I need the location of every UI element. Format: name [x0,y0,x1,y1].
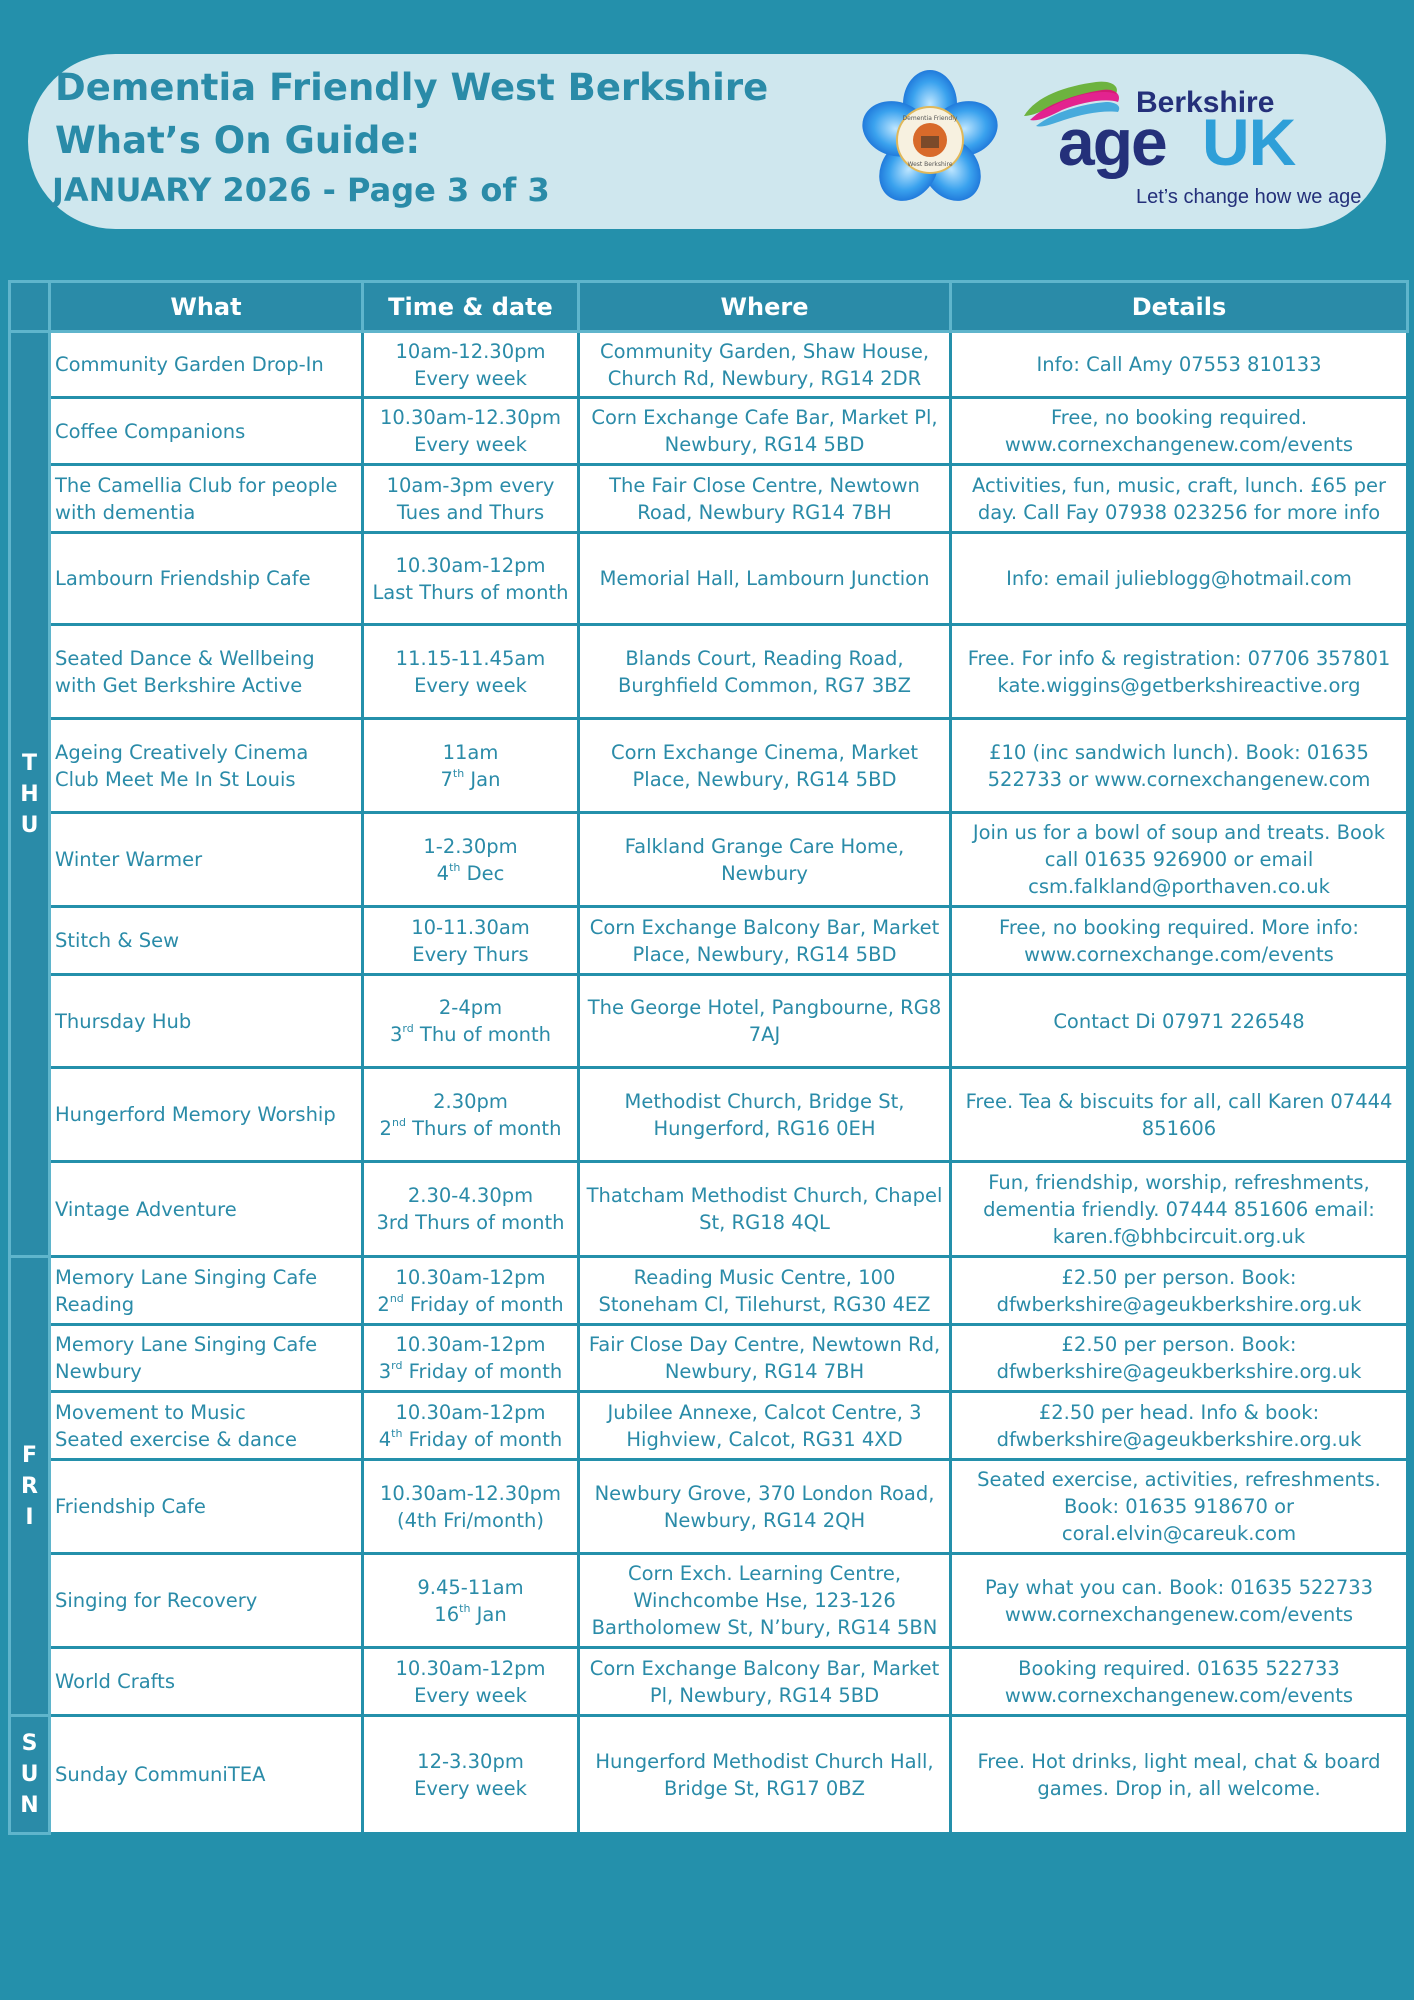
page-month: JANUARY 2026 - Page 3 of 3 [52,171,550,209]
event-name: The Camellia Club for people with dementia [50,465,363,533]
event-name: Singing for Recovery [50,1554,363,1648]
table-row [10,625,1408,719]
event-details: Join us for a bowl of soup and treats. Book call 01635 926900 or email csm.falkland@porthaven.co.uk [951,813,1408,907]
event-details: £2.50 per person. Book: dfwberkshire@ageukberkshire.org.uk [951,1257,1408,1325]
event-where: Corn Exch. Learning Centre, Winchcombe Hse, 123-126 Bartholomew St, N’bury, RG14 5BN [579,1554,951,1648]
event-name: Seated Dance & Wellbeing with Get Berkshire Active [50,625,363,719]
event-time: 10.30am-12pm Every week [363,1648,579,1716]
table-row [10,533,1408,625]
event-time: 2.30pm 2nd Thurs of month [363,1068,579,1162]
table-row [10,398,1408,465]
event-details: Free. Tea & biscuits for all, call Karen 07444 851606 [951,1068,1408,1162]
dementia-friendly-flower-logo [860,68,1000,208]
event-time: 10.30am-12pm 2nd Friday of month [363,1257,579,1325]
event-name: Thursday Hub [50,975,363,1068]
event-time: 11.15-11.45am Every week [363,625,579,719]
table-row [10,1325,1408,1392]
event-details: Contact Di 07971 226548 [951,975,1408,1068]
event-details: Pay what you can. Book: 01635 522733 www.cornexchangenew.com/events [951,1554,1408,1648]
event-where: Jubilee Annexe, Calcot Centre, 3 Highview, Calcot, RG31 4XD [579,1392,951,1460]
event-time: 10.30am-12.30pm (4th Fri/month) [363,1460,579,1554]
event-where: Memorial Hall, Lambourn Junction [579,533,951,625]
age-uk-uk-text: UK [1202,105,1296,179]
event-details: £10 (inc sandwich lunch). Book: 01635 522733 or www.cornexchangenew.com [951,719,1408,813]
event-name: Ageing Creatively Cinema Club Meet Me In St Louis [50,719,363,813]
page-header [28,54,1386,229]
event-time: 9.45-11am 16th Jan [363,1554,579,1648]
event-details: Booking required. 01635 522733 www.cornexchangenew.com/events [951,1648,1408,1716]
event-time: 2-4pm 3rd Thu of month [363,975,579,1068]
event-where: Reading Music Centre, 100 Stoneham Cl, Tilehurst, RG30 4EZ [579,1257,951,1325]
event-time: 10am-12.30pm Every week [363,332,579,398]
page-title: Dementia Friendly West Berkshire [55,66,769,109]
event-where: The George Hotel, Pangbourne, RG8 7AJ [579,975,951,1068]
table-row [10,1392,1408,1460]
event-name: Sunday CommuniTEA [50,1716,363,1834]
event-where: Corn Exchange Balcony Bar, Market Place, Newbury, RG14 5BD [579,907,951,975]
event-details: £2.50 per head. Info & book: dfwberkshire@ageukberkshire.org.uk [951,1392,1408,1460]
dfwb-text-bottom: West Berkshire [907,161,953,168]
event-time: 10.30am-12pm 4th Friday of month [363,1392,579,1460]
event-time: 10.30am-12.30pm Every week [363,398,579,465]
event-details: £2.50 per person. Book: dfwberkshire@ageukberkshire.org.uk [951,1325,1408,1392]
day-label-thu: T H U [10,332,50,1257]
table-header-row [10,282,1408,332]
table-row [10,465,1408,533]
column-header-where: Where [579,282,951,332]
age-uk-tagline: Let’s change how we age [1136,186,1362,208]
event-time: 12-3.30pm Every week [363,1716,579,1834]
event-time: 10.30am-12pm Last Thurs of month [363,533,579,625]
event-where: Thatcham Methodist Church, Chapel St, RG18 4QL [579,1162,951,1257]
column-header-what: What [50,282,363,332]
day-label-sun: S U N [10,1716,50,1834]
events-table [8,280,1409,1835]
header-corner [10,282,50,332]
event-name: Community Garden Drop-In [50,332,363,398]
event-time: 11am 7th Jan [363,719,579,813]
age-uk-berkshire-logo [1016,74,1376,208]
event-details: Info: Call Amy 07553 810133 [951,332,1408,398]
event-details: Free, no booking required. www.cornexchangenew.com/events [951,398,1408,465]
table-row [10,1257,1408,1325]
event-time: 10.30am-12pm 3rd Friday of month [363,1325,579,1392]
event-time: 10-11.30am Every Thurs [363,907,579,975]
event-name: World Crafts [50,1648,363,1716]
table-row [10,975,1408,1068]
event-name: Vintage Adventure [50,1162,363,1257]
event-time: 1-2.30pm 4th Dec [363,813,579,907]
table-row [10,332,1408,398]
event-details: Fun, friendship, worship, refreshments, dementia friendly. 07444 851606 email: karen.f@bhbcircuit.org.uk [951,1162,1408,1257]
event-details: Seated exercise, activities, refreshments. Book: 01635 918670 or coral.elvin@careuk.com [951,1460,1408,1554]
event-details: Free. For info & registration: 07706 357801 kate.wiggins@getberkshireactive.org [951,625,1408,719]
event-where: Corn Exchange Balcony Bar, Market Pl, Newbury, RG14 5BD [579,1648,951,1716]
event-name: Coffee Companions [50,398,363,465]
age-uk-age-text: age [1058,105,1166,179]
dfwb-text-top: Dementia Friendly [902,115,958,122]
table-row [10,1554,1408,1648]
event-details: Info: email julieblogg@hotmail.com [951,533,1408,625]
event-where: The Fair Close Centre, Newtown Road, Newbury RG14 7BH [579,465,951,533]
event-where: Community Garden, Shaw House, Church Rd, Newbury, RG14 2DR [579,332,951,398]
event-where: Falkland Grange Care Home, Newbury [579,813,951,907]
event-name: Winter Warmer [50,813,363,907]
age-uk-region: Berkshire [1136,86,1275,119]
table-row [10,907,1408,975]
event-where: Hungerford Methodist Church Hall, Bridge St, RG17 0BZ [579,1716,951,1834]
table-row [10,813,1408,907]
event-details: Free. Hot drinks, light meal, chat & board games. Drop in, all welcome. [951,1716,1408,1834]
event-where: Corn Exchange Cafe Bar, Market Pl, Newbury, RG14 5BD [579,398,951,465]
table-row [10,719,1408,813]
table-row [10,1716,1408,1834]
table-row [10,1648,1408,1716]
event-details: Free, no booking required. More info: www.cornexchange.com/events [951,907,1408,975]
event-name: Movement to Music Seated exercise & dance [50,1392,363,1460]
column-header-time-date: Time & date [363,282,579,332]
column-header-details: Details [951,282,1408,332]
table-row [10,1460,1408,1554]
day-label-fri: F R I [10,1257,50,1716]
event-name: Hungerford Memory Worship [50,1068,363,1162]
table-row [10,1162,1408,1257]
event-name: Memory Lane Singing Cafe Reading [50,1257,363,1325]
event-where: Corn Exchange Cinema, Market Place, Newbury, RG14 5BD [579,719,951,813]
event-time: 10am-3pm every Tues and Thurs [363,465,579,533]
event-details: Activities, fun, music, craft, lunch. £65 per day. Call Fay 07938 023256 for more info [951,465,1408,533]
event-time: 2.30-4.30pm 3rd Thurs of month [363,1162,579,1257]
event-where: Methodist Church, Bridge St, Hungerford, RG16 0EH [579,1068,951,1162]
page-subtitle: What’s On Guide: [55,119,421,162]
event-name: Lambourn Friendship Cafe [50,533,363,625]
table-row [10,1068,1408,1162]
event-where: Fair Close Day Centre, Newtown Rd, Newbury, RG14 7BH [579,1325,951,1392]
event-name: Stitch & Sew [50,907,363,975]
event-where: Newbury Grove, 370 London Road, Newbury, RG14 2QH [579,1460,951,1554]
event-where: Blands Court, Reading Road, Burghfield Common, RG7 3BZ [579,625,951,719]
event-name: Memory Lane Singing Cafe Newbury [50,1325,363,1392]
event-name: Friendship Cafe [50,1460,363,1554]
